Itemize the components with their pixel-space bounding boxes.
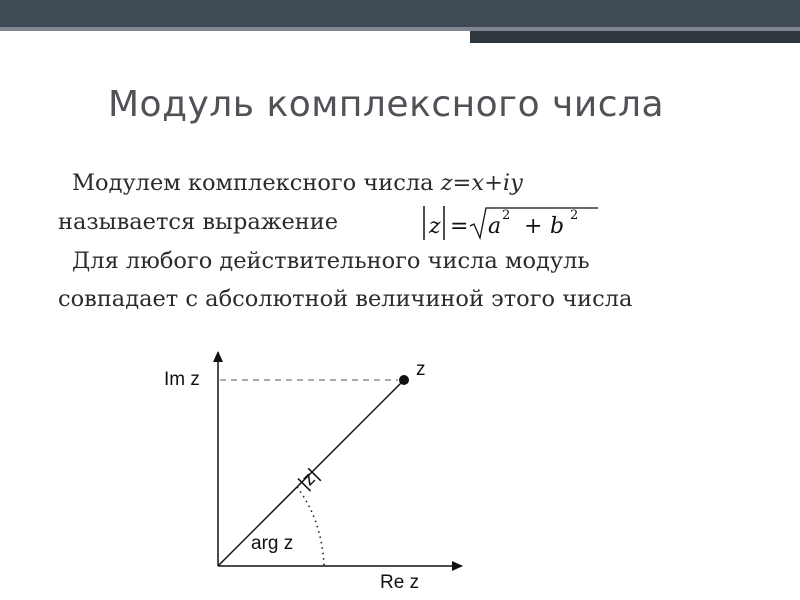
- formula-exponent-b: 2: [570, 208, 579, 223]
- y-axis-label: Im z: [164, 369, 200, 390]
- modulus-label: |z|: [294, 464, 324, 494]
- formula-exponent-a: 2: [502, 208, 511, 223]
- slide-title: Модуль комплексного числа: [108, 84, 665, 125]
- formula-b: b: [550, 214, 565, 239]
- angle-arc: [297, 487, 324, 566]
- point-label: z: [416, 359, 426, 380]
- remark-line-1: Для любого действительного числа модуль: [72, 248, 590, 274]
- formula-plus: +: [524, 214, 543, 239]
- complex-number-expression: z=x+iy: [440, 170, 523, 196]
- definition-text: Модулем комплексного числа: [72, 170, 441, 196]
- formula-equals: =: [450, 214, 469, 239]
- x-axis-label: Re z: [380, 572, 420, 593]
- formula-z: z: [429, 214, 441, 239]
- definition-line-2: называется выражение: [58, 209, 339, 235]
- remark-line-2: совпадает с абсолютной величиной этого числа: [58, 286, 633, 312]
- formula-a: a: [488, 214, 502, 239]
- point-z: [399, 375, 409, 385]
- angle-label: arg z: [251, 533, 294, 554]
